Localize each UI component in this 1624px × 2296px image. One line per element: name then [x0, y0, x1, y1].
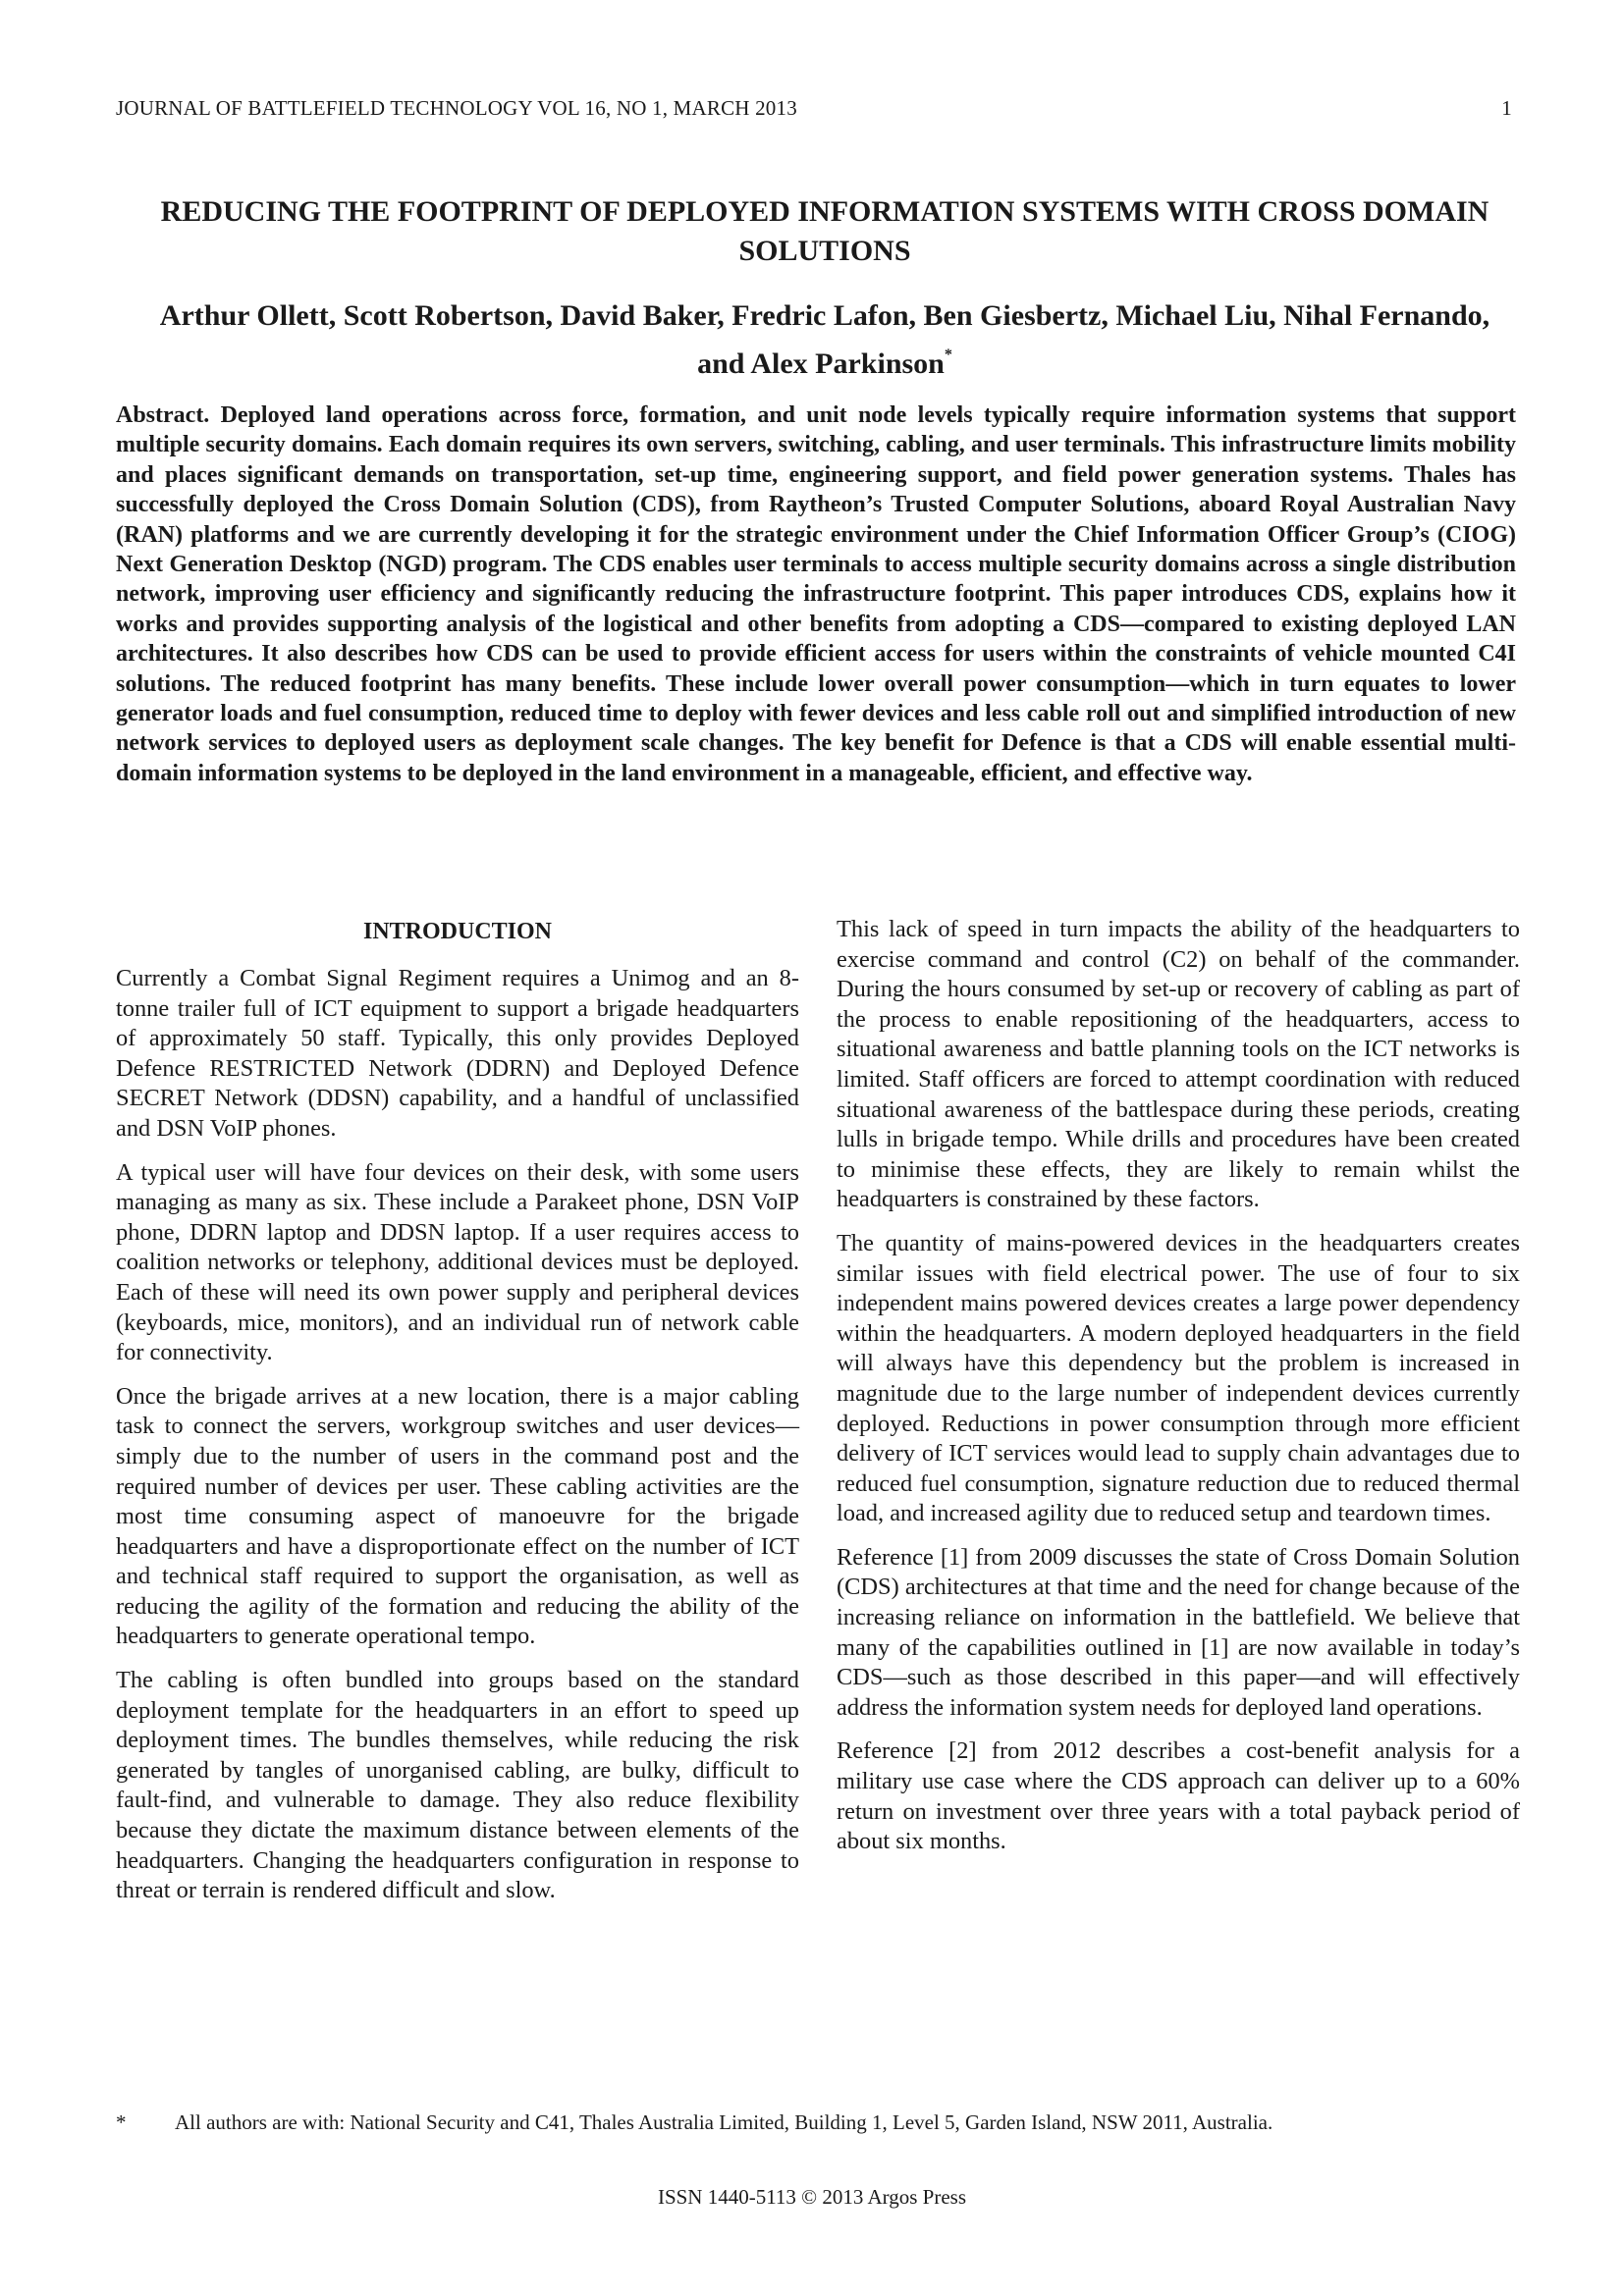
paragraph: Reference [2] from 2012 describes a cost-benefit analysis for a military use case where the CDS approach can deliver up to a 60% return on investment over three years with a total payback period of about six months. [837, 1737, 1520, 1855]
footnote-text: All authors are with: National Security and C41, Thales Australia Limited, Building 1, Level 5, Garden Island, NSW 2011, Australia. [175, 2110, 1273, 2134]
paragraph: Currently a Combat Signal Regiment requires a Unimog and an 8-tonne trailer full of ICT equipment to support a brigade headquarters of approximately 50 staff. Typically, this only provides Deployed Defence RESTRICTED Network (DDRN) and Deployed Defence SECRET Network (DDSN) capability, and a handful of unclassified and DSN VoIP phones. [116, 965, 799, 1142]
paragraph: Once the brigade arrives at a new location, there is a major cabling task to connect the servers, workgroup switches and user devices—simply due to the number of users in the command post and the required number of devices per user. These cabling activities are the most time consuming aspect of manoeuvre for the brigade headquarters and have a disproportionate effect on the number of ICT and technical staff required to support the organisation, as well as reducing the agility of the formation and reducing the ability of the headquarters to generate operational tempo. [116, 1382, 799, 1650]
footnote [116, 2110, 1530, 2135]
section-heading-introduction: INTRODUCTION [362, 919, 553, 944]
paper-title: REDUCING THE FOOTPRINT OF DEPLOYED INFORMATION SYSTEMS WITH CROSS DOMAIN SOLUTIONS [160, 195, 1489, 267]
issn-footer: ISSN 1440-5113 © 2013 Argos Press [657, 2185, 967, 2209]
abstract: Abstract. Deployed land operations across force, formation, and unit node levels typically require information systems that support multiple security domains. Each domain requires its own servers, switching, cabling, and user terminals. This infrastructure limits mobility and places significant demands on transportation, set-up time, engineering support, and field power generation systems. Thales has successfully deployed the Cross Domain Solution (CDS), from Raytheon’s Trusted Computer Solutions, aboard Royal Australian Navy (RAN) platforms and we are currently developing it for the strategic environment under the Chief Information Officer Group’s (CIOG) Next Generation Desktop (NGD) program. The CDS enables user terminals to access multiple security domains across a single distribution network, improving user efficiency and significantly reducing the infrastructure footprint. This paper introduces CDS, explains how it works and provides supporting analysis of the logistical and other benefits from adopting a CDS—compared to existing deployed LAN architectures. It also describes how CDS can be used to provide efficient access for users within the constraints of vehicle mounted C4I solutions. The reduced footprint has many benefits. These include lower overall power consumption—which in turn equates to lower generator loads and fuel consumption, reduced time to deploy with fewer devices and less cable roll out and simplified introduction of new network services to deployed users as deployment scale changes. The key benefit for Defence is that a CDS will enable essential multi-domain information systems to be deployed in the land environment in a manageable, efficient, and effective way. [116, 402, 1516, 786]
paragraph: The quantity of mains-powered devices in the headquarters creates similar issues with field electrical power. The use of four to six independent mains powered devices creates a large power dependency within the headquarters. A modern deployed headquarters in the field will always have this dependency but the problem is increased in magnitude due to the large number of independent devices currently deployed. Reductions in power consumption through more efficient delivery of ICT services would lead to supply chain advantages due to reduced fuel consumption, signature reduction due to reduced thermal load, and increased agility due to reduced setup and teardown times. [837, 1229, 1520, 1527]
author-footnote-mark: * [944, 347, 952, 363]
author-list [147, 296, 1502, 384]
footnote-mark: * [116, 2110, 127, 2134]
paragraph: A typical user will have four devices on their desk, with some users managing as many as six. These include a Parakeet phone, DSN VoIP phone, DDRN laptop and DDSN laptop. If a user requires access to coalition networks or telephony, additional devices must be deployed. Each of these will need its own power supply and peripheral devices (keyboards, mice, monitors), and an individual run of network cable for connectivity. [116, 1158, 799, 1366]
page-number: 1 [1501, 96, 1512, 120]
journal-name: JOURNAL OF BATTLEFIELD TECHNOLOGY VOL 16, NO 1, MARCH 2013 [116, 96, 797, 120]
left-column [116, 913, 799, 1920]
right-column [837, 915, 1520, 1871]
paragraph: This lack of speed in turn impacts the ability of the headquarters to exercise command and control (C2) on behalf of the commander. During the hours consumed by set-up or recovery of cabling as part of the process to enable repositioning of the headquarters, access to situational awareness and battle planning tools on the ICT networks is limited. Staff officers are forced to attempt coordination with reduced situational awareness of the battlespace during these periods, creating lulls in brigade tempo. While drills and procedures have been created to minimise these effects, they are likely to remain whilst the headquarters is constrained by these factors. [837, 916, 1520, 1213]
author-names: Arthur Ollett, Scott Robertson, David Baker, Fredric Lafon, Ben Giesbertz, Michael Liu, Nihal Fernando, and Alex Parkinson [159, 299, 1490, 380]
paragraph: The cabling is often bundled into groups based on the standard deployment template for the headquarters in an effort to speed up deployment times. The bundles themselves, while reducing the risk generated by tangles of unorganised cabling, are bulky, difficult to fault-find, and vulnerable to damage. They also reduce flexibility because they dictate the maximum distance between elements of the headquarters. Changing the headquarters configuration in response to threat or terrain is rendered difficult and slow. [116, 1667, 799, 1904]
running-header [116, 96, 1512, 121]
paragraph: Reference [1] from 2009 discusses the state of Cross Domain Solution (CDS) architectures at that time and the need for change because of the increasing reliance on information in the battlefield. We believe that many of the capabilities outlined in [1] are now available in today’s CDS—such as those described in this paper—and will effectively address the information system needs for deployed land operations. [837, 1543, 1520, 1721]
